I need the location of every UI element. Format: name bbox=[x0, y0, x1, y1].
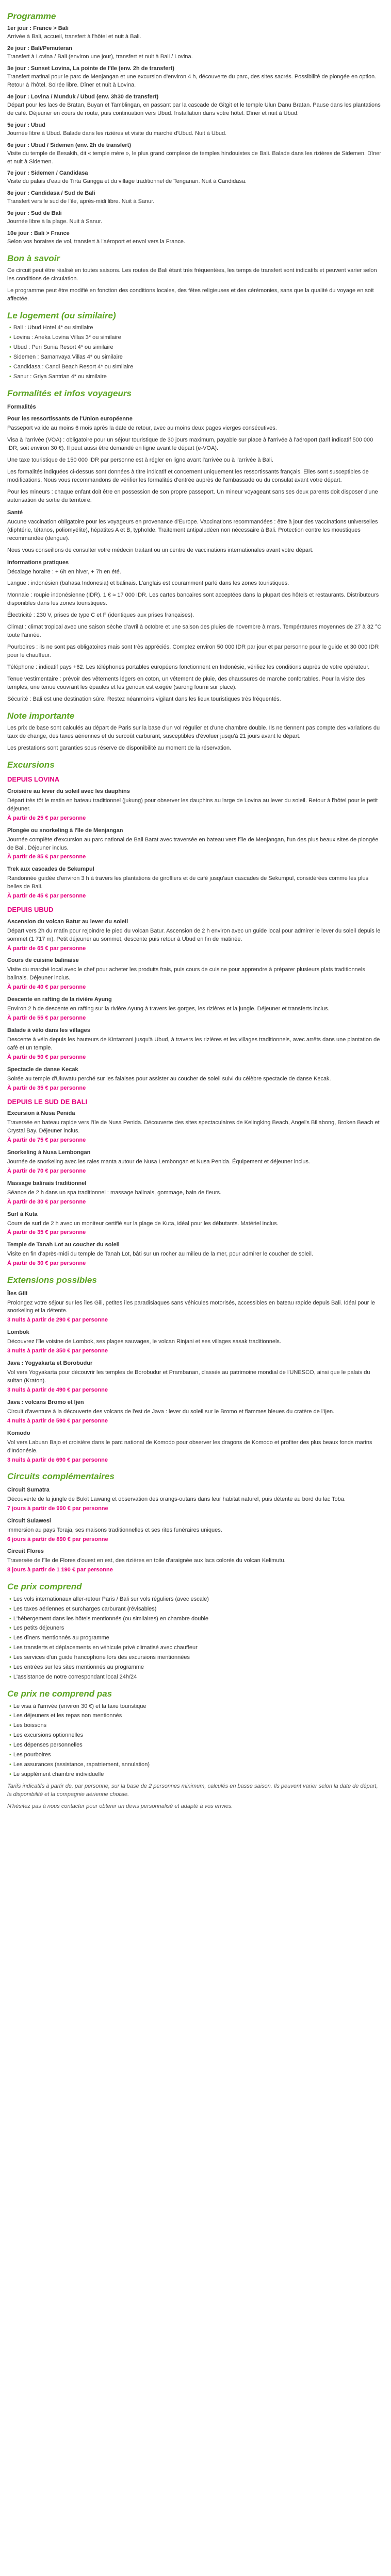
excursion-lovina-item bbox=[7, 866, 384, 901]
circuit-item-title: Circuit Sulawesi bbox=[7, 1517, 51, 1524]
inclus-item bbox=[9, 1615, 384, 1623]
bullet-icon: • bbox=[9, 364, 11, 370]
inclus-title: Ce prix comprend bbox=[7, 1582, 82, 1592]
info-tenue: Tenue vestimentaire : prévoir des vêtements légers en coton, un vêtement de pluie, des chaussures de marche confortables. Pour la visite des temples, une tenue couvrant les épaules et les genoux est exigée (sarong fourni sur place). bbox=[7, 675, 365, 690]
info-telephone: Téléphone : indicatif pays +62. Les téléphones portables européens fonctionnent en Indonésie, vérifiez les conditions auprès de votre opérateur. bbox=[7, 664, 370, 670]
excursion-ubud-item bbox=[7, 1027, 384, 1062]
excursions-section bbox=[7, 760, 384, 1268]
excursion-ubud-item-description: Soirée au temple d'Uluwatu perché sur les falaises pour assister au coucher de soleil suivi du célèbre spectacle de danse Kecak. bbox=[7, 1075, 331, 1082]
day-7-title: 7e jour : Sidemen / Candidasa bbox=[7, 170, 88, 177]
excursion-sud-item bbox=[7, 1149, 384, 1176]
excursion-lovina-item-title: Plongée ou snorkeling à l'île de Menjangan bbox=[7, 827, 123, 834]
extensions-list bbox=[7, 1290, 384, 1465]
extensions-title: Extensions possibles bbox=[7, 1275, 97, 1285]
circuit-item-price: 6 jours à partir de 890 € par personne bbox=[7, 1536, 108, 1543]
inclus-item-text: L'hébergement dans les hôtels mentionnés (ou similaires) en chambre double bbox=[13, 1615, 209, 1622]
logement-item: • Ubud : Puri Sunia Resort 4* ou similaire bbox=[9, 344, 113, 351]
info-climat: Climat : climat tropical avec une saison sèche d'avril à octobre et une saison des pluies de novembre à mars. Températures moyennes de 27 à 32 °C toute l'année. bbox=[7, 624, 382, 639]
note-title: Note importante bbox=[7, 710, 75, 721]
inclus-item bbox=[9, 1634, 384, 1642]
day-9-text: Journée libre à la plage. Nuit à Sanur. bbox=[7, 218, 103, 225]
info-monnaie: Monnaie : roupie indonésienne (IDR). 1 € ≈ 17 000 IDR. Les cartes bancaires sont acceptées dans la plupart des hôtels et restaurants. Distributeurs disponibles dans les zones touristiques. bbox=[7, 592, 379, 607]
exclus-item bbox=[9, 1703, 384, 1711]
excursion-lovina-item-description: Départ très tôt le matin en bateau traditionnel (jukung) pour observer les dauphins au large de Lovina au lever du soleil. Retour à l'hôtel pour le petit déjeuner. bbox=[7, 797, 378, 812]
bullet-icon: • bbox=[9, 1615, 11, 1622]
circuit-item-title: Circuit Flores bbox=[7, 1548, 44, 1555]
exclus-list bbox=[7, 1703, 384, 1780]
info-electricite: Électricité : 230 V, prises de type C et F (identiques aux prises françaises). bbox=[7, 612, 194, 619]
formalites-subtitle: Formalités bbox=[7, 403, 36, 410]
circuit-item-description: Découverte de la jungle de Bukit Lawang et observation des orangs-outans dans leur habitat naturel, puis détente au bord du lac Toba. bbox=[7, 1496, 346, 1502]
day-10-title: 10e jour : Bali > France bbox=[7, 230, 70, 237]
footer-section bbox=[7, 1783, 384, 1811]
sante-text-2: Nous vous conseillons de consulter votre médecin traitant ou un centre de vaccinations internationales avant votre départ. bbox=[7, 547, 314, 553]
day-7-text: Visite du palais d'eau de Tirta Gangga et du village traditionnel de Tenganan. Nuit à Candidasa. bbox=[7, 178, 247, 185]
bullet-icon: • bbox=[9, 1761, 11, 1768]
logement-section bbox=[7, 311, 384, 381]
circuits-section bbox=[7, 1471, 384, 1574]
logement-item: • Candidasa : Candi Beach Resort 4* ou similaire bbox=[9, 364, 134, 370]
excursion-sud-item-price: À partir de 75 € par personne bbox=[7, 1137, 86, 1143]
bon-a-savoir-section bbox=[7, 253, 384, 303]
formalites-text-3: Une taxe touristique de 150 000 IDR par personne est à régler en ligne avant l'arrivée ou à l'arrivée à Bali. bbox=[7, 457, 274, 464]
circuit-item bbox=[7, 1548, 384, 1574]
excursion-sud-item-price: À partir de 70 € par personne bbox=[7, 1167, 86, 1174]
inclus-item-text: L'assistance de notre correspondant local 24h/24 bbox=[13, 1674, 137, 1681]
inclus-item-text: Les taxes aériennes et surcharges carburant (révisables) bbox=[13, 1605, 157, 1612]
excursion-ubud-item-title: Cours de cuisine balinaise bbox=[7, 957, 79, 964]
day-3-text: Transfert matinal pour le parc de Menjangan et une excursion d'environ 4 h, découverte du parc, des sites sacrés. Possibilité de plongée en option. Retour à l'hôtel. Soirée libre. Dîner et nuit à Lovina. bbox=[7, 74, 377, 89]
bullet-icon: • bbox=[9, 1635, 11, 1641]
day-6-text: Visite du temple de Besakih, dit « temple mère », le plus grand complexe de temples hindouistes de Bali. Balade dans les rizières de Sidemen. Dîner et nuit à Sidemen. bbox=[7, 150, 381, 165]
excursion-sud-item-price: À partir de 30 € par personne bbox=[7, 1260, 86, 1267]
inclus-item-text: Les entrées sur les sites mentionnés au programme bbox=[13, 1664, 144, 1671]
bullet-icon: • bbox=[9, 344, 11, 351]
excursion-lovina-item-title: Trek aux cascades de Sekumpul bbox=[7, 866, 94, 873]
day-3-title: 3e jour : Sunset Lovina, La pointe de l'île (env. 2h de transfert) bbox=[7, 65, 174, 72]
inclus-item-text: Les dîners mentionnés au programme bbox=[13, 1635, 109, 1641]
bullet-icon: • bbox=[9, 1703, 11, 1709]
logement-item: • Sanur : Griya Santrian 4* ou similaire bbox=[9, 374, 107, 380]
inclus-item bbox=[9, 1624, 384, 1633]
exclus-item bbox=[9, 1741, 384, 1750]
day-8-text: Transfert vers le sud de l'île, après-midi libre. Nuit à Sanur. bbox=[7, 198, 155, 205]
day-9-title: 9e jour : Sud de Bali bbox=[7, 210, 62, 217]
info-securite: Sécurité : Bali est une destination sûre. Restez néanmoins vigilant dans les lieux touristiques très fréquentés. bbox=[7, 696, 281, 702]
excursions-sud-list bbox=[7, 1110, 384, 1268]
day-8-title: 8e jour : Candidasa / Sud de Bali bbox=[7, 190, 95, 197]
extension-item-price: 3 nuits à partir de 350 € par personne bbox=[7, 1348, 108, 1354]
excursion-sud-item bbox=[7, 1110, 384, 1145]
circuit-item bbox=[7, 1486, 384, 1513]
excursion-ubud-item bbox=[7, 996, 384, 1023]
excursion-lovina-item-description: Journée complète d'excursion au parc national de Bali Barat avec traversée en bateau vers l'île de Menjangan, l'un des plus beaux sites de plongée de Bali. Déjeuner inclus. bbox=[7, 836, 379, 851]
excursion-sud-item-title: Surf à Kuta bbox=[7, 1211, 38, 1217]
exclus-item-text: Les déjeuners et les repas non mentionnés bbox=[13, 1713, 122, 1719]
logement-item: • Bali : Ubud Hotel 4* ou similaire bbox=[9, 325, 93, 331]
inclus-item-text: Les services d'un guide francophone lors des excursions mentionnées bbox=[13, 1654, 190, 1661]
exclus-item bbox=[9, 1722, 384, 1730]
formalites-text-5: Pour les mineurs : chaque enfant doit être en possession de son propre passeport. Un mineur voyageant sans ses deux parents doit disposer d'une autorisation de sortie du territoire. bbox=[7, 489, 378, 503]
excursion-ubud-item-description: Départ vers 2h du matin pour rejoindre le pied du volcan Batur. Ascension de 2 h environ avec un guide local pour admirer le lever du soleil depuis le sommet (1 717 m). Petit déjeuner au sommet, descente puis retour à Ubud en fin de matinée. bbox=[7, 927, 381, 942]
excursion-lovina-item-price: À partir de 45 € par personne bbox=[7, 893, 86, 900]
circuit-item-description: Immersion au pays Toraja, ses maisons traditionnelles et ses rites funéraires uniques. bbox=[7, 1527, 222, 1533]
bullet-icon: • bbox=[9, 1674, 11, 1681]
bullet-icon: • bbox=[9, 1605, 11, 1612]
bullet-icon: • bbox=[9, 1664, 11, 1671]
bullet-icon: • bbox=[9, 334, 11, 341]
day-2-text: Transfert à Lovina / Bali (environ une jour), transfert et nuit à Bali / Lovina. bbox=[7, 54, 193, 60]
excursion-lovina-item-description: Randonnée guidée d'environ 3 h à travers les plantations de girofliers et de café jusqu'aux cascades de Sekumpul, considérées comme les plus belles de Bali. bbox=[7, 875, 369, 890]
excursion-ubud-item-title: Balade à vélo dans les villages bbox=[7, 1027, 90, 1034]
day-2-title: 2e jour : Bali/Pemuteran bbox=[7, 45, 72, 52]
extension-item bbox=[7, 1430, 384, 1465]
bullet-icon: • bbox=[9, 1625, 11, 1632]
excursion-sud-item-price: À partir de 35 € par personne bbox=[7, 1229, 86, 1236]
inclus-item-text: Les transferts et déplacements en véhicule privé climatisé avec chauffeur bbox=[13, 1645, 198, 1651]
inclus-item-text: Les petits déjeuners bbox=[13, 1625, 64, 1632]
formalites-text-4: Les formalités indiquées ci-dessus sont données à titre indicatif et concernent uniquement les ressortissants français. Elles sont susceptibles de modifications. Nous vous recommandons de vérifier les formalités d'entrée auprès de l'ambassade ou du consulat avant votre départ. bbox=[7, 469, 369, 484]
inclus-item bbox=[9, 1644, 384, 1652]
exclus-item-text: Les pourboires bbox=[13, 1752, 51, 1758]
logement-list bbox=[7, 324, 384, 381]
inclus-list bbox=[7, 1596, 384, 1682]
excursion-lovina-item-title: Croisière au lever du soleil avec les dauphins bbox=[7, 788, 130, 794]
excursion-sud-item bbox=[7, 1211, 384, 1238]
note-text-2: Les prestations sont garanties sous réserve de disponibilité au moment de la réservation. bbox=[7, 744, 232, 751]
extension-item bbox=[7, 1290, 384, 1325]
bon-a-savoir-text-1: Ce circuit peut être réalisé en toutes saisons. Les routes de Bali étant très fréquentées, les temps de transfert sont indicatifs et peuvent varier selon les conditions de circulation. bbox=[7, 267, 377, 282]
excursion-ubud-item-price: À partir de 50 € par personne bbox=[7, 1054, 86, 1060]
excursions-ubud-list bbox=[7, 918, 384, 1093]
inclus-item bbox=[9, 1673, 384, 1682]
sante-text-1: Aucune vaccination obligatoire pour les voyageurs en provenance d'Europe. Vaccinations recommandées : être à jour des vaccinations universelles (diphtérie, tétanos, poliomyélite), hépatites A et B, typhoïde. Traitement antipaludéen non nécessaire à Bali. Protection contre les moustiques recommandée (dengue). bbox=[7, 518, 378, 541]
day-5-text: Journée libre à Ubud. Balade dans les rizières et visite du marché d'Ubud. Nuit à Ubud. bbox=[7, 130, 227, 137]
circuit-item-title: Circuit Sumatra bbox=[7, 1486, 50, 1493]
formalites-title: Formalités et infos voyageurs bbox=[7, 388, 132, 399]
excursion-ubud-item-title: Descente en rafting de la rivière Ayung bbox=[7, 996, 112, 1003]
excursion-lovina-item-price: À partir de 85 € par personne bbox=[7, 854, 86, 860]
exclus-item-text: Les excursions optionnelles bbox=[13, 1732, 83, 1739]
excursion-ubud-item-title: Spectacle de danse Kecak bbox=[7, 1066, 78, 1073]
excursion-sud-item bbox=[7, 1180, 384, 1207]
exclus-item-text: Le supplément chambre individuelle bbox=[13, 1771, 104, 1778]
extension-item-title: Java : Yogyakarta et Borobudur bbox=[7, 1360, 93, 1367]
logement-item: • Sidemen : Samanvaya Villas 4* ou similaire bbox=[9, 354, 123, 361]
extension-item-description: Prolongez votre séjour sur les îles Gili, petites îles paradisiaques sans véhicules motorisés, accessibles en bateau rapide depuis Bali. Idéal pour le snorkeling et la détente. bbox=[7, 1299, 375, 1314]
extensions-section bbox=[7, 1275, 384, 1464]
exclus-item-text: Le visa à l'arrivée (environ 30 €) et la taxe touristique bbox=[13, 1703, 146, 1709]
note-section bbox=[7, 711, 384, 753]
excursion-lovina-item-price: À partir de 25 € par personne bbox=[7, 815, 86, 821]
excursion-ubud-item-price: À partir de 55 € par personne bbox=[7, 1015, 86, 1022]
excursions-title: Excursions bbox=[7, 759, 55, 770]
day-1-title: 1er jour : France > Bali bbox=[7, 25, 69, 32]
bon-a-savoir-text-2: Le programme peut être modifié en fonction des conditions locales, des fêtes religieuses et des cérémonies, sans que la qualité du voyage en soit affectée. bbox=[7, 287, 374, 302]
bullet-icon: • bbox=[9, 1654, 11, 1661]
exclus-title: Ce prix ne comprend pas bbox=[7, 1689, 112, 1699]
bon-a-savoir-title: Bon à savoir bbox=[7, 253, 60, 263]
formalites-text-1: Passeport valide au moins 6 mois après la date de retour, avec au moins deux pages vierges consécutives. bbox=[7, 425, 277, 432]
footer-text-1: Tarifs indicatifs à partir de, par personne, sur la base de 2 personnes minimum, calculés en basse saison. Ils peuvent varier selon la date de départ, la disponibilité et la compagnie aérienne choisie. bbox=[7, 1783, 378, 1798]
excursion-sud-item-description: Séance de 2 h dans un spa traditionnel : massage balinais, gommage, bain de fleurs. bbox=[7, 1189, 222, 1196]
extension-item-price: 4 nuits à partir de 590 € par personne bbox=[7, 1417, 108, 1424]
extension-item-description: Vol vers Yogyakarta pour découvrir les temples de Borobudur et Prambanan, classés au patrimoine mondial de l'UNESCO, ainsi que le palais du sultan (Kraton). bbox=[7, 1369, 370, 1384]
circuit-item-description: Traversée de l'île de Flores d'ouest en est, des rizières en toile d'araignée aux lacs colorés du volcan Kelimutu. bbox=[7, 1557, 286, 1564]
extension-item bbox=[7, 1399, 384, 1426]
day-4-title: 4e jour : Lovina / Munduk / Ubud (env. 3h30 de transfert) bbox=[7, 93, 159, 100]
extension-item-title: Komodo bbox=[7, 1430, 30, 1436]
inclus-item bbox=[9, 1654, 384, 1662]
extension-item-price: 3 nuits à partir de 690 € par personne bbox=[7, 1456, 108, 1463]
bullet-icon: • bbox=[9, 1596, 11, 1602]
inclus-section bbox=[7, 1582, 384, 1682]
extension-item-description: Découvrez l'île voisine de Lombok, ses plages sauvages, le volcan Rinjani et ses villages sasak traditionnels. bbox=[7, 1338, 281, 1345]
circuit-item-price: 7 jours à partir de 990 € par personne bbox=[7, 1505, 108, 1512]
excursion-lovina-item bbox=[7, 827, 384, 862]
formalites-ue-title: Pour les ressortissants de l'Union européenne bbox=[7, 416, 133, 422]
extension-item-price: 3 nuits à partir de 490 € par personne bbox=[7, 1386, 108, 1393]
extension-item-price: 3 nuits à partir de 290 € par personne bbox=[7, 1317, 108, 1324]
inclus-item bbox=[9, 1596, 384, 1604]
exclus-item bbox=[9, 1771, 384, 1779]
info-langue: Langue : indonésien (bahasa Indonesia) et balinais. L'anglais est couramment parlé dans les zones touristiques. bbox=[7, 580, 289, 587]
info-pourboires: Pourboires : ils ne sont pas obligatoires mais sont très appréciés. Comptez environ 50 000 IDR par jour et par personne pour le guide et 30 000 IDR pour le chauffeur. bbox=[7, 644, 379, 658]
excursion-ubud-item-description: Environ 2 h de descente en rafting sur la rivière Ayung à travers les gorges, les rizières et la jungle. Déjeuner et transferts inclus. bbox=[7, 1006, 330, 1012]
circuits-list bbox=[7, 1486, 384, 1574]
excursion-sud-item-title: Snorkeling à Nusa Lembongan bbox=[7, 1149, 91, 1156]
bullet-icon: • bbox=[9, 1722, 11, 1729]
day-4-text: Départ pour les lacs de Bratan, Buyan et Tamblingan, en passant par la cascade de Gitgit et le temple Ulun Danu Bratan. Pause dans les plantations de café. Déjeuner en cours de route, puis continuation vers Ubud. Installation dans votre hôtel. Dîner et nuit à Ubud. bbox=[7, 101, 381, 116]
excursion-ubud-item bbox=[7, 918, 384, 953]
excursion-lovina-item bbox=[7, 788, 384, 823]
excursion-sud-item-description: Visite en fin d'après-midi du temple de Tanah Lot, bâti sur un rocher au milieu de la mer, pour admirer le coucher de soleil. bbox=[7, 1251, 313, 1258]
inclus-item bbox=[9, 1605, 384, 1614]
excursion-ubud-item bbox=[7, 1066, 384, 1093]
inclus-item bbox=[9, 1664, 384, 1672]
day-5-title: 5e jour : Ubud bbox=[7, 122, 45, 128]
logement-title: Le logement (ou similaire) bbox=[7, 311, 116, 321]
exclus-item-text: Les assurances (assistance, rapatriement, annulation) bbox=[13, 1761, 150, 1768]
excursions-lovina-list bbox=[7, 788, 384, 901]
bullet-icon: • bbox=[9, 1713, 11, 1719]
footer-text-2: N'hésitez pas à nous contacter pour obtenir un devis personnalisé et adapté à vos envies. bbox=[7, 1803, 233, 1809]
day-1-text: Arrivée à Bali, accueil, transfert à l'hôtel et nuit à Bali. bbox=[7, 33, 141, 40]
sante-title: Santé bbox=[7, 509, 23, 516]
bullet-icon: • bbox=[9, 1742, 11, 1749]
excursion-ubud-item bbox=[7, 957, 384, 992]
extension-item-title: Lombok bbox=[7, 1329, 29, 1336]
extension-item bbox=[7, 1360, 384, 1395]
programme-title: Programme bbox=[7, 11, 56, 21]
day-6-title: 6e jour : Ubud / Sidemen (env. 2h de transfert) bbox=[7, 142, 132, 148]
excursion-sud-item-description: Cours de surf de 2 h avec un moniteur certifié sur la plage de Kuta, idéal pour les débutants. Matériel inclus. bbox=[7, 1220, 279, 1227]
excursion-ubud-item-description: Visite du marché local avec le chef pour acheter les produits frais, puis cours de cuisine pour apprendre à préparer plusieurs plats traditionnels balinais. Déjeuner inclus. bbox=[7, 967, 365, 981]
excursion-sud-item-title: Massage balinais traditionnel bbox=[7, 1180, 87, 1187]
exclus-item bbox=[9, 1732, 384, 1740]
bullet-icon: • bbox=[9, 1732, 11, 1739]
logement-item: • Lovina : Aneka Lovina Villas 3* ou similaire bbox=[9, 334, 121, 341]
exclus-section bbox=[7, 1689, 384, 1779]
exclus-item-text: Les boissons bbox=[13, 1722, 47, 1729]
excursion-ubud-item-title: Ascension du volcan Batur au lever du soleil bbox=[7, 918, 128, 925]
day-10-text: Selon vos horaires de vol, transfert à l'aéroport et envol vers la France. bbox=[7, 239, 186, 245]
excursions-ubud-subtitle: DEPUIS UBUD bbox=[7, 906, 54, 914]
excursion-sud-item-description: Traversée en bateau rapide vers l'île de Nusa Penida. Découverte des sites spectaculaires de Kelingking Beach, Angel's Billabong, Broken Beach et Crystal Bay. Déjeuner inclus. bbox=[7, 1120, 380, 1134]
excursions-sud-subtitle: DEPUIS LE SUD DE BALI bbox=[7, 1097, 88, 1106]
extension-item-description: Vol vers Labuan Bajo et croisière dans le parc national de Komodo pour observer les dragons de Komodo et profiter des plus beaux fonds marins d'Indonésie. bbox=[7, 1439, 372, 1454]
programme-section bbox=[7, 11, 384, 246]
excursion-sud-item bbox=[7, 1241, 384, 1268]
extension-item-description: Circuit d'aventure à la découverte des volcans de l'est de Java : lever du soleil sur le Bromo et flammes bleues du cratère de l'Ijen. bbox=[7, 1408, 335, 1415]
extension-item-title: Îles Gili bbox=[7, 1290, 28, 1297]
excursion-ubud-item-price: À partir de 35 € par personne bbox=[7, 1084, 86, 1091]
bullet-icon: • bbox=[9, 354, 11, 361]
exclus-item bbox=[9, 1751, 384, 1759]
circuits-title: Circuits complémentaires bbox=[7, 1471, 115, 1482]
bullet-icon: • bbox=[9, 325, 11, 331]
excursion-sud-item-price: À partir de 30 € par personne bbox=[7, 1198, 86, 1205]
bullet-icon: • bbox=[9, 374, 11, 380]
formalites-text-2: Visa à l'arrivée (VOA) : obligatoire pour un séjour touristique de 30 jours maximum, payable sur place à l'arrivée à l'aéroport (tarif indicatif 500 000 IDR, soit environ 30 €). Il peut aussi être demandé en ligne avant le départ (e-VOA). bbox=[7, 437, 373, 452]
exclus-item bbox=[9, 1761, 384, 1769]
infos-pratiques-title: Informations pratiques bbox=[7, 559, 69, 566]
info-decalage: Décalage horaire : + 6h en hiver, + 7h en été. bbox=[7, 568, 121, 575]
exclus-item bbox=[9, 1712, 384, 1720]
extension-item-title: Java : volcans Bromo et Ijen bbox=[7, 1399, 84, 1405]
excursion-sud-item-title: Temple de Tanah Lot au coucher du soleil bbox=[7, 1242, 120, 1248]
excursion-ubud-item-price: À partir de 65 € par personne bbox=[7, 945, 86, 952]
bullet-icon: • bbox=[9, 1645, 11, 1651]
bullet-icon: • bbox=[9, 1752, 11, 1758]
circuit-item-price: 8 jours à partir de 1 190 € par personne bbox=[7, 1567, 113, 1573]
extension-item bbox=[7, 1329, 384, 1355]
note-text-1: Les prix de base sont calculés au départ de Paris sur la base d'un vol régulier et d'une chambre double. Ils ne tiennent pas compte des variations du taux de change, des taxes aériennes et du surcoût carburant, susceptibles d'évoluer jusqu'à 21 jours avant le départ. bbox=[7, 725, 380, 740]
excursions-lovina-subtitle: DEPUIS LOVINA bbox=[7, 775, 60, 784]
exclus-item-text: Les dépenses personnelles bbox=[13, 1742, 83, 1749]
circuit-item bbox=[7, 1517, 384, 1544]
formalites-section bbox=[7, 388, 384, 704]
bullet-icon: • bbox=[9, 1771, 11, 1778]
inclus-item-text: Les vols internationaux aller-retour Paris / Bali sur vols réguliers (avec escale) bbox=[13, 1596, 209, 1602]
excursion-ubud-item-description: Descente à vélo depuis les hauteurs de Kintamani jusqu'à Ubud, à travers les rizières et les villages traditionnels, avec arrêts dans une plantation de café et un temple. bbox=[7, 1036, 380, 1051]
excursion-sud-item-description: Journée de snorkeling avec les raies manta autour de Nusa Lembongan et Nusa Penida. Équipement et déjeuner inclus. bbox=[7, 1158, 311, 1165]
excursion-ubud-item-price: À partir de 40 € par personne bbox=[7, 984, 86, 991]
excursion-sud-item-title: Excursion à Nusa Penida bbox=[7, 1110, 75, 1117]
